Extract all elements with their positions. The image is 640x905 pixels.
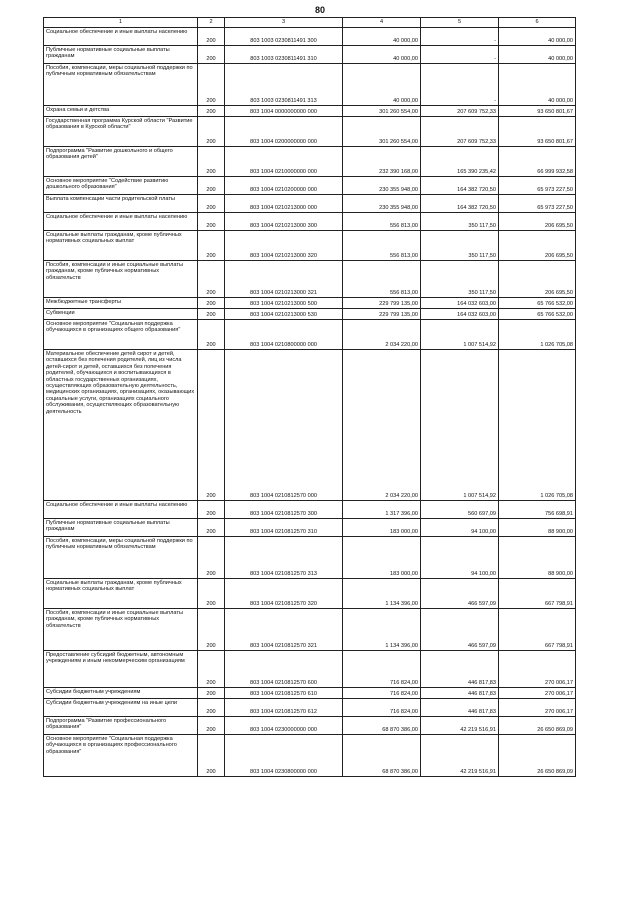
row-code: 803 1004 0210213000 530 [225, 309, 343, 320]
header-col-1: 1 [44, 18, 198, 28]
table-row [44, 735, 576, 777]
row-code: 803 1004 0210812570 321 [225, 609, 343, 651]
row-col2: 200 [198, 688, 225, 699]
row-amount-col6: 667 798,91 [499, 579, 576, 609]
row-amount-col5: 207 609 752,33 [421, 106, 499, 117]
row-amount-col5: 164 032 603,00 [421, 298, 499, 309]
row-amount-col4: 40 000,00 [343, 28, 421, 46]
row-amount-col4: 1 134 396,00 [343, 609, 421, 651]
row-code: 803 1004 0210812570 610 [225, 688, 343, 699]
row-amount-col5: 94 100,00 [421, 519, 499, 537]
row-amount-col4: 232 390 168,00 [343, 147, 421, 177]
row-col2: 200 [198, 177, 225, 195]
table-row [44, 537, 576, 579]
row-label: Пособия, компенсации и иные социальные выплаты гражданам, кроме публичных нормативных обязательств [44, 261, 198, 298]
table-row [44, 177, 576, 195]
row-label: Основное мероприятие "Содействие развитию дошкольного образования" [44, 177, 198, 195]
row-amount-col4: 556 813,00 [343, 231, 421, 261]
table-row [44, 350, 576, 501]
row-amount-col4: 716 824,00 [343, 688, 421, 699]
row-amount-col5: 446 817,83 [421, 651, 499, 688]
row-col2: 200 [198, 147, 225, 177]
row-col2: 200 [198, 537, 225, 579]
row-code: 803 1004 0210213000 500 [225, 298, 343, 309]
row-col2: 200 [198, 117, 225, 147]
row-amount-col4: 716 824,00 [343, 651, 421, 688]
table-row [44, 46, 576, 64]
table-row [44, 609, 576, 651]
row-amount-col4: 2 034 220,00 [343, 320, 421, 350]
row-code: 803 1004 0210812570 310 [225, 519, 343, 537]
row-col2: 200 [198, 320, 225, 350]
row-code: 803 1004 0210200000 000 [225, 177, 343, 195]
row-col2: 200 [198, 106, 225, 117]
row-amount-col6: 65 766 532,00 [499, 298, 576, 309]
table-row [44, 519, 576, 537]
row-code: 803 1004 0200000000 000 [225, 117, 343, 147]
header-col-3: 3 [225, 18, 343, 28]
row-amount-col6: 65 766 532,00 [499, 309, 576, 320]
row-code: 803 1004 0210812570 313 [225, 537, 343, 579]
row-col2: 200 [198, 579, 225, 609]
table-row [44, 579, 576, 609]
table-row [44, 117, 576, 147]
row-amount-col4: 230 355 948,00 [343, 195, 421, 213]
row-amount-col4: 2 034 220,00 [343, 350, 421, 501]
row-amount-col4: 229 799 135,00 [343, 309, 421, 320]
row-code: 803 1004 0230000000 000 [225, 717, 343, 735]
row-col2: 200 [198, 64, 225, 106]
table-row [44, 64, 576, 106]
row-col2: 200 [198, 46, 225, 64]
row-amount-col4: 301 260 554,00 [343, 117, 421, 147]
row-col2: 200 [198, 735, 225, 777]
table-row [44, 298, 576, 309]
row-label: Подпрограмма "Развитие дошкольного и общего образования детей" [44, 147, 198, 177]
row-amount-col4: 183 000,00 [343, 519, 421, 537]
row-amount-col6: 270 006,17 [499, 651, 576, 688]
header-row [44, 18, 576, 28]
row-code: 803 1004 0210213000 300 [225, 213, 343, 231]
row-code: 803 1004 0210812570 000 [225, 350, 343, 501]
row-code: 803 1004 0210213000 320 [225, 231, 343, 261]
row-label: Предоставление субсидий бюджетным, автономным учреждениям и иным некоммерческим организациям [44, 651, 198, 688]
row-col2: 200 [198, 195, 225, 213]
table-row [44, 688, 576, 699]
row-label: Социальные выплаты гражданам, кроме публичных нормативных социальных выплат [44, 579, 198, 609]
row-amount-col5: - [421, 46, 499, 64]
row-label: Государственная программа Курской области "Развитие образования в Курской области" [44, 117, 198, 147]
row-label: Пособия, компенсации и иные социальные выплаты гражданам, кроме публичных нормативных обязательств [44, 609, 198, 651]
row-col2: 200 [198, 309, 225, 320]
row-amount-col5: 164 032 603,00 [421, 309, 499, 320]
row-amount-col4: 229 799 135,00 [343, 298, 421, 309]
budget-table [43, 17, 576, 777]
table-row [44, 651, 576, 688]
row-col2: 200 [198, 717, 225, 735]
row-amount-col6: 66 999 932,58 [499, 147, 576, 177]
row-code: 803 1004 0230800000 000 [225, 735, 343, 777]
row-col2: 200 [198, 651, 225, 688]
table-row [44, 261, 576, 298]
row-amount-col4: 40 000,00 [343, 64, 421, 106]
row-amount-col6: 40 000,00 [499, 46, 576, 64]
page-number: 80 [314, 5, 325, 15]
row-amount-col5: 350 117,50 [421, 231, 499, 261]
row-code: 803 1004 0210000000 000 [225, 147, 343, 177]
row-amount-col4: 183 000,00 [343, 537, 421, 579]
row-label: Социальные выплаты гражданам, кроме публичных нормативных социальных выплат [44, 231, 198, 261]
row-amount-col6: 93 650 801,67 [499, 117, 576, 147]
row-label: Выплата компенсации части родительской платы [44, 195, 198, 213]
row-col2: 200 [198, 213, 225, 231]
table-row [44, 717, 576, 735]
row-label: Основное мероприятие "Социальная поддержка обучающихся в организациях общего образования" [44, 320, 198, 350]
row-label: Основное мероприятие "Социальная поддержка обучающихся в организациях профессионального образования" [44, 735, 198, 777]
row-amount-col6: 40 000,00 [499, 64, 576, 106]
row-amount-col5: 164 382 720,50 [421, 195, 499, 213]
row-label: Публичные нормативные социальные выплаты гражданам [44, 519, 198, 537]
row-amount-col4: 1 134 396,00 [343, 579, 421, 609]
row-col2: 200 [198, 298, 225, 309]
table-row [44, 699, 576, 717]
row-amount-col4: 556 813,00 [343, 213, 421, 231]
row-label: Социальное обеспечение и иные выплаты населению [44, 501, 198, 519]
row-code: 803 1004 0210812570 612 [225, 699, 343, 717]
row-code: 803 1004 0210812570 600 [225, 651, 343, 688]
row-label: Межбюджетные трансферты [44, 298, 198, 309]
row-amount-col6: 93 650 801,67 [499, 106, 576, 117]
row-amount-col6: 65 973 227,50 [499, 177, 576, 195]
row-amount-col5: 42 219 516,91 [421, 735, 499, 777]
header-col-4: 4 [343, 18, 421, 28]
row-amount-col5: 165 390 235,42 [421, 147, 499, 177]
row-amount-col5: 350 117,50 [421, 261, 499, 298]
row-label: Пособия, компенсации, меры социальной поддержки по публичным нормативным обязательствам [44, 537, 198, 579]
table-row [44, 147, 576, 177]
row-amount-col6: 667 798,91 [499, 609, 576, 651]
row-amount-col5: 94 100,00 [421, 537, 499, 579]
row-label: Субсидии бюджетным учреждениям на иные цели [44, 699, 198, 717]
row-col2: 200 [198, 28, 225, 46]
row-col2: 200 [198, 350, 225, 501]
table-row [44, 195, 576, 213]
row-col2: 200 [198, 609, 225, 651]
table-row [44, 106, 576, 117]
row-code: 803 1004 0210812570 300 [225, 501, 343, 519]
table-row [44, 309, 576, 320]
table-row [44, 320, 576, 350]
row-amount-col6: 1 026 705,08 [499, 350, 576, 501]
row-col2: 200 [198, 501, 225, 519]
table-row [44, 501, 576, 519]
row-label: Социальное обеспечение и иные выплаты населению [44, 28, 198, 46]
row-amount-col5: 350 117,50 [421, 213, 499, 231]
row-amount-col5: 207 609 752,33 [421, 117, 499, 147]
header-col-6: 6 [499, 18, 576, 28]
row-amount-col6: 206 695,50 [499, 261, 576, 298]
row-code: 803 1004 0210213000 321 [225, 261, 343, 298]
header-col-2: 2 [198, 18, 225, 28]
row-code: 803 1003 0230811491 313 [225, 64, 343, 106]
row-amount-col5: 164 382 720,50 [421, 177, 499, 195]
row-amount-col4: 40 000,00 [343, 46, 421, 64]
row-amount-col6: 206 695,50 [499, 231, 576, 261]
row-amount-col4: 1 317 396,00 [343, 501, 421, 519]
row-amount-col5: 466 597,09 [421, 609, 499, 651]
row-label: Социальное обеспечение и иные выплаты населению [44, 213, 198, 231]
row-amount-col4: 68 870 386,00 [343, 735, 421, 777]
row-amount-col6: 756 698,91 [499, 501, 576, 519]
row-amount-col5: 42 219 516,91 [421, 717, 499, 735]
row-amount-col6: 26 650 869,09 [499, 735, 576, 777]
row-code: 803 1004 0210812570 320 [225, 579, 343, 609]
row-label: Материальное обеспечение детей сирот и детей, оставшихся без попечения родителей, лиц из числа детей-сирот и детей, оставшихся без попечения родителей, обучающихся и воспитывающихся в областных государственных организациях, осуществляющих образовательную деятельность, медицинских организациях, организациях, оказывающих социальные услуги, организациях социального обслуживания, осуществляющих образовательную деятельность [44, 350, 198, 501]
row-amount-col5: 560 697,09 [421, 501, 499, 519]
row-code: 803 1003 0230811491 300 [225, 28, 343, 46]
row-amount-col5: 446 817,83 [421, 688, 499, 699]
row-amount-col6: 88 900,00 [499, 537, 576, 579]
row-amount-col6: 270 006,17 [499, 699, 576, 717]
row-col2: 200 [198, 261, 225, 298]
row-amount-col4: 301 260 554,00 [343, 106, 421, 117]
row-amount-col6: 1 026 705,08 [499, 320, 576, 350]
row-amount-col6: 88 900,00 [499, 519, 576, 537]
row-amount-col5: 1 007 514,92 [421, 320, 499, 350]
row-amount-col5: - [421, 64, 499, 106]
row-amount-col4: 68 870 386,00 [343, 717, 421, 735]
row-amount-col6: 65 973 227,50 [499, 195, 576, 213]
row-amount-col4: 716 824,00 [343, 699, 421, 717]
row-label: Пособия, компенсации, меры социальной поддержки по публичным нормативным обязательствам [44, 64, 198, 106]
row-col2: 200 [198, 699, 225, 717]
row-amount-col6: 206 695,50 [499, 213, 576, 231]
row-code: 803 1004 0210800000 000 [225, 320, 343, 350]
row-amount-col4: 556 813,00 [343, 261, 421, 298]
row-col2: 200 [198, 231, 225, 261]
row-label: Субсидии бюджетным учреждениям [44, 688, 198, 699]
header-col-5: 5 [421, 18, 499, 28]
row-amount-col5: 446 817,83 [421, 699, 499, 717]
row-col2: 200 [198, 519, 225, 537]
table-row [44, 28, 576, 46]
table-row [44, 231, 576, 261]
row-label: Публичные нормативные социальные выплаты гражданам [44, 46, 198, 64]
row-label: Субвенции [44, 309, 198, 320]
row-label: Охрана семьи и детства [44, 106, 198, 117]
row-code: 803 1004 0210213000 000 [225, 195, 343, 213]
row-amount-col6: 40 000,00 [499, 28, 576, 46]
row-code: 803 1003 0230811491 310 [225, 46, 343, 64]
row-amount-col5: 1 007 514,92 [421, 350, 499, 501]
row-amount-col5: 466 597,09 [421, 579, 499, 609]
row-label: Подпрограмма "Развитие профессионального образования" [44, 717, 198, 735]
row-amount-col5: - [421, 28, 499, 46]
row-amount-col4: 230 355 948,00 [343, 177, 421, 195]
row-amount-col6: 270 006,17 [499, 688, 576, 699]
row-code: 803 1004 0000000000 000 [225, 106, 343, 117]
table-row [44, 213, 576, 231]
row-amount-col6: 26 650 869,09 [499, 717, 576, 735]
